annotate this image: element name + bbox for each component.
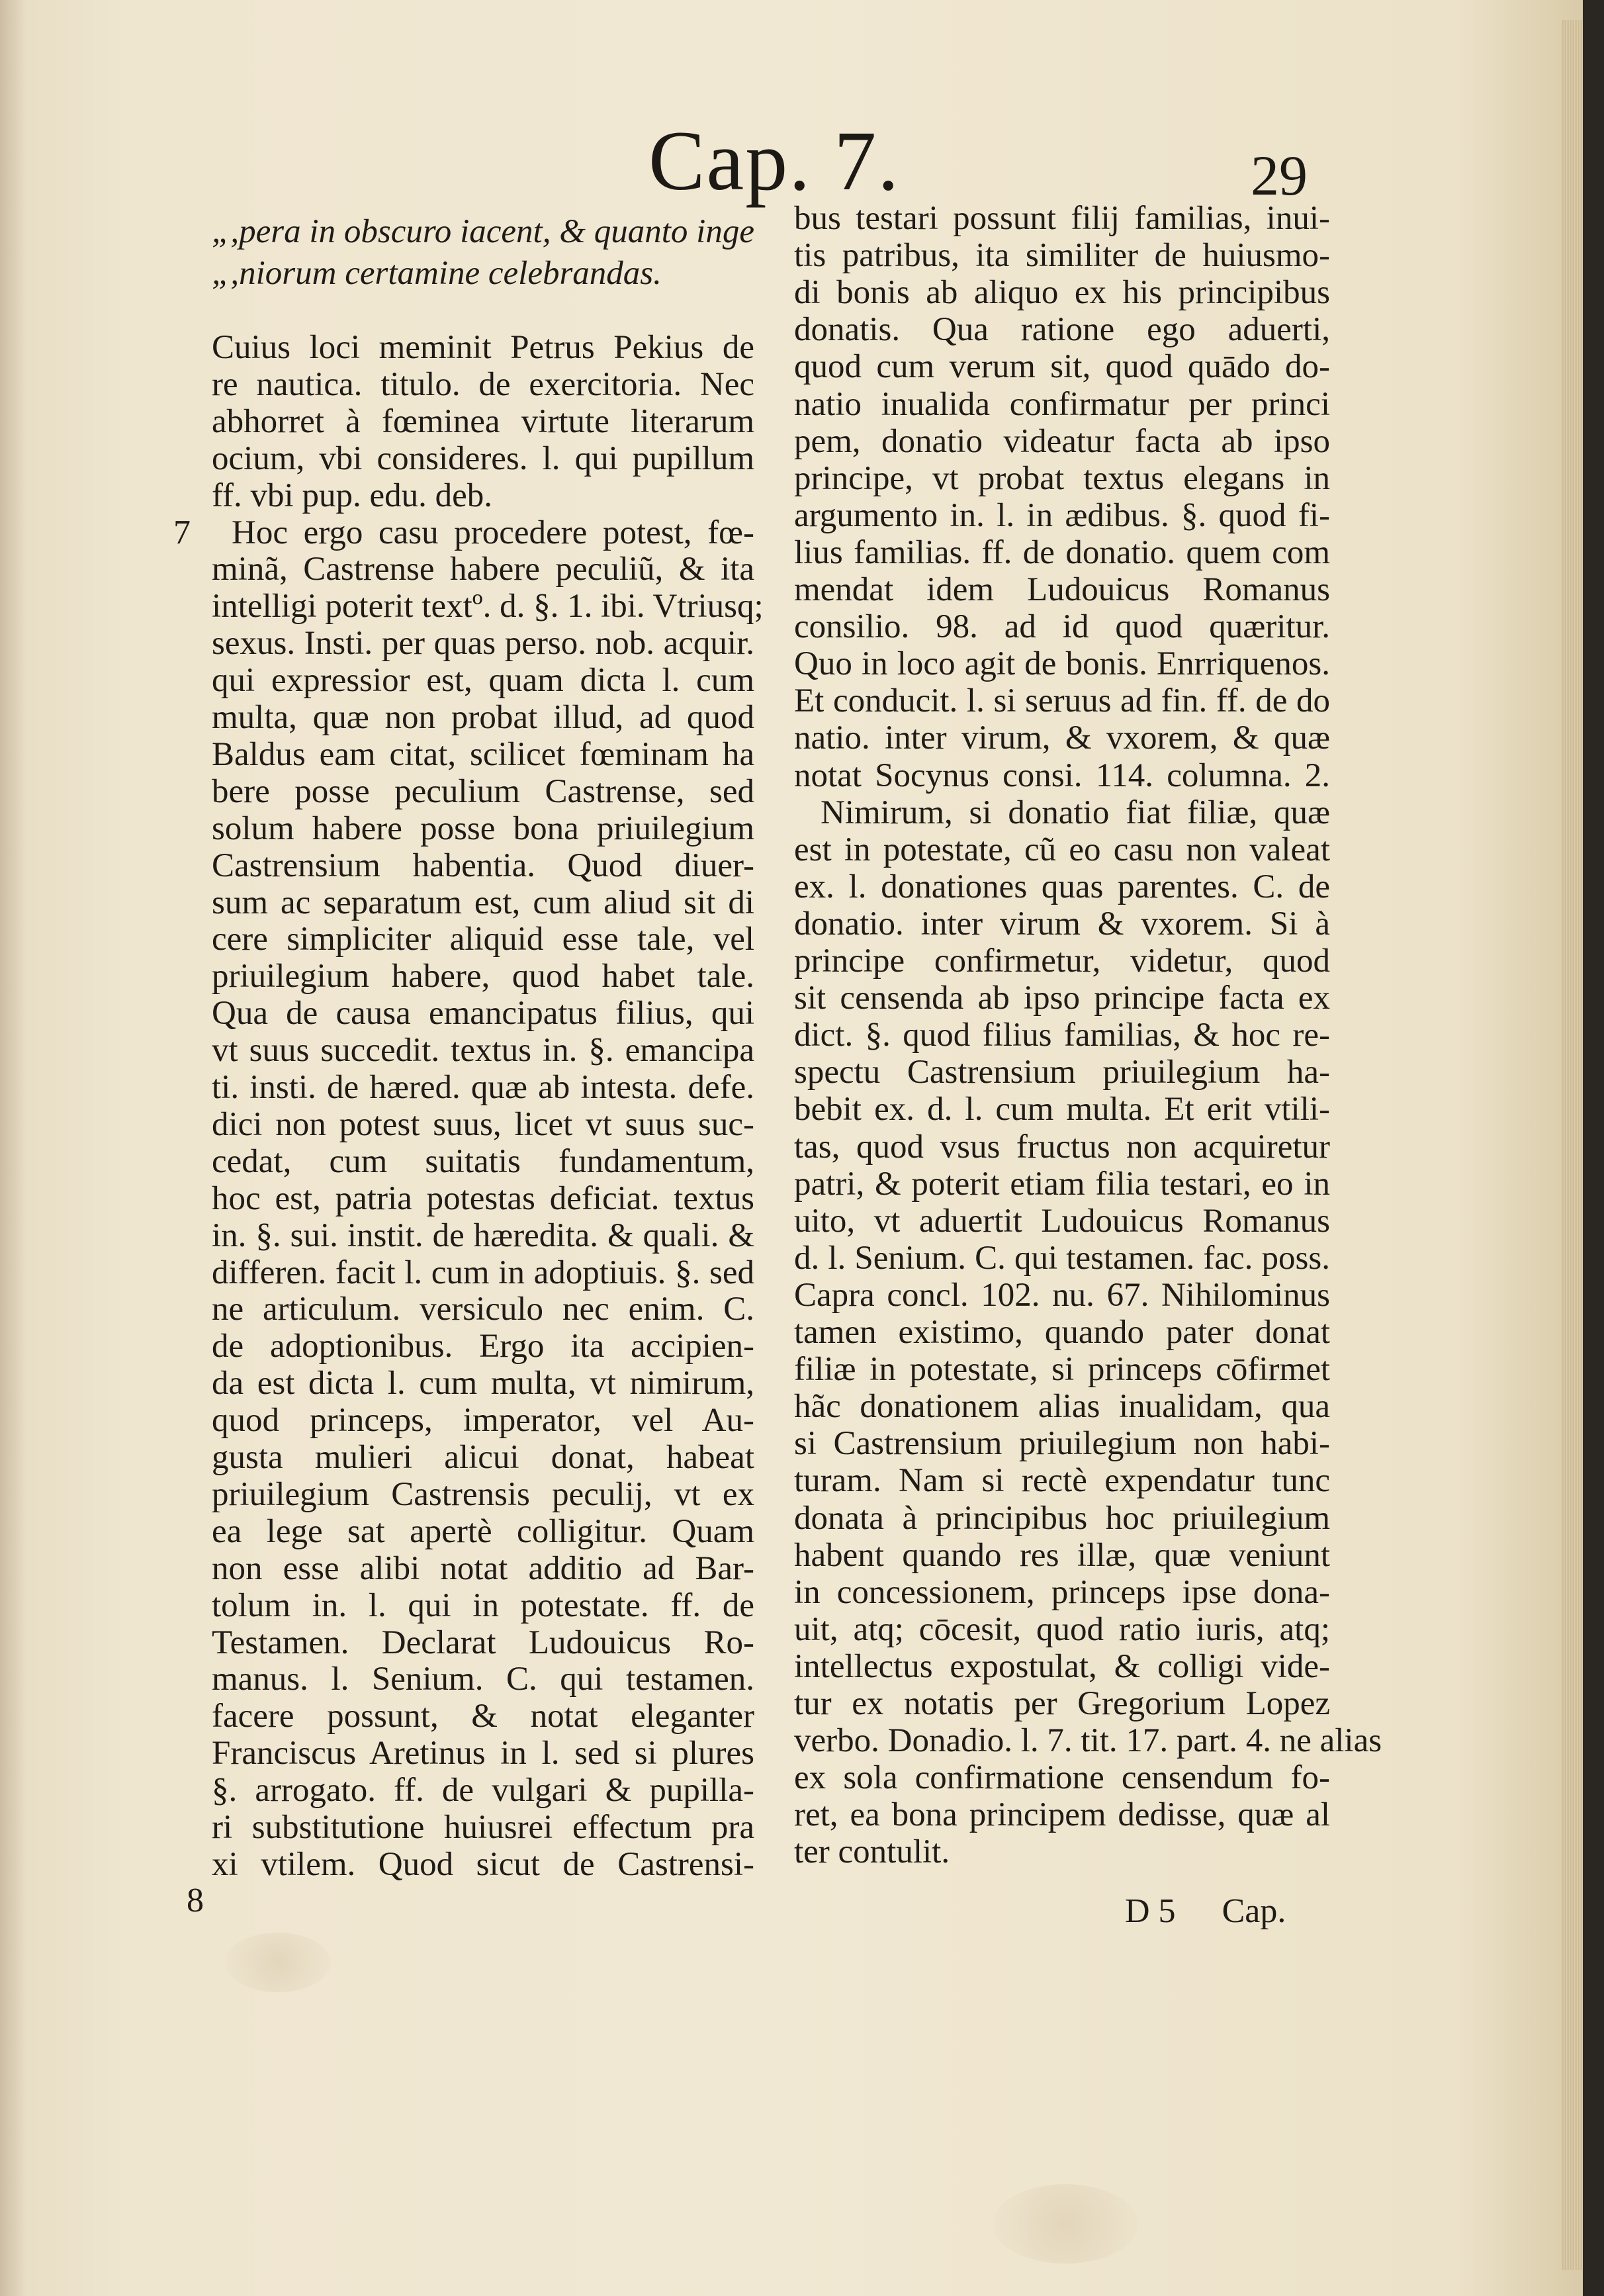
text-line: da est dicta l. cum multa, vt nimirum, xyxy=(212,1365,754,1402)
text-line: ter contulit. xyxy=(794,1833,950,1871)
text-line: Quo in loco agit de bonis. Enrriquenos. xyxy=(794,645,1330,683)
text-line: tis patribus, ita similiter de huiusmo- xyxy=(794,237,1330,275)
text-line: principe confirmetur, videtur, quod xyxy=(794,942,1330,980)
footer-line xyxy=(1125,1892,1332,1931)
text-line: in. §. sui. instit. de hæredita. & quali. & xyxy=(212,1217,754,1254)
text-line: xi vtilem. Quod sicut de Castrensi- xyxy=(212,1845,754,1883)
text-line: hoc est, patria potestas deficiat. textus xyxy=(212,1179,754,1217)
text-line: ret, ea bona principem dedisse, quæ al xyxy=(794,1796,1330,1834)
text-line: Hoc ergo casu procedere potest, fœ- xyxy=(232,514,754,551)
text-line: ti. insti. de hæred. quæ ab intesta. defe. xyxy=(212,1069,754,1106)
text-line: quod cum verum sit, quod quādo do- xyxy=(794,348,1330,386)
text-line: „,pera in obscuro iacent, & quanto inge xyxy=(212,213,754,250)
text-line: tamen existimo, quando pater donat xyxy=(794,1314,1330,1351)
page-edges xyxy=(1562,20,1583,2270)
text-line: bere posse peculium Castrense, sed xyxy=(212,772,754,810)
text-line: manus. l. Senium. C. qui testamen. xyxy=(212,1661,754,1698)
margin-number: 7 xyxy=(173,514,191,551)
text-line: §. arrogato. ff. de vulgari & pupilla- xyxy=(212,1772,754,1810)
text-line: pem, donatio videatur facta ab ipso xyxy=(794,422,1330,460)
text-line: ff. vbi pup. edu. deb. xyxy=(212,477,492,514)
text-line: habent quando res illæ, quæ veniunt xyxy=(794,1536,1330,1574)
text-line: spectu Castrensium priuilegium ha- xyxy=(794,1054,1330,1091)
text-line: differen. facit l. cum in adoptiuis. §. sed xyxy=(212,1254,754,1291)
text-line: cedat, cum suitatis fundamentum, xyxy=(212,1142,754,1180)
text-line: dici non potest suus, licet vt suus suc- xyxy=(212,1105,754,1143)
text-line: patri, & poterit etiam filia testari, eo in xyxy=(794,1165,1330,1203)
text-line: Et conducit. l. si seruus ad fin. ff. de do xyxy=(794,682,1330,720)
text-line: intelligi poterit textº. d. §. 1. ibi. Vtriusq; xyxy=(212,588,764,625)
text-line: hãc donationem alias inualidam, qua xyxy=(794,1388,1330,1426)
text-line: di bonis ab aliquo ex his principibus xyxy=(794,274,1330,312)
text-line: tolum in. l. qui in potestate. ff. de xyxy=(212,1586,754,1624)
text-line: tas, quod vsus fructus non acquiretur xyxy=(794,1128,1330,1166)
text-line: notat Socynus consi. 114. columna. 2. xyxy=(794,757,1330,794)
text-line: priuilegium habere, quod habet tale. xyxy=(212,958,754,995)
text-line: uit, atq; cōcesit, quod ratio iuris, atq; xyxy=(794,1610,1330,1648)
text-line: Cuius loci meminit Petrus Pekius de xyxy=(212,329,754,366)
text-line: filiæ in potestate, si princeps cōfirmet xyxy=(794,1351,1330,1389)
margin-number: 8 xyxy=(187,1882,204,1919)
text-line: de adoptionibus. Ergo ita accipien- xyxy=(212,1328,754,1365)
binding-shadow xyxy=(0,0,26,2296)
text-line: cere simpliciter aliquid esse tale, vel xyxy=(212,921,754,958)
text-line: bebit ex. d. l. cum multa. Et erit vtili- xyxy=(794,1091,1330,1128)
text-line: Qua de causa emancipatus filius, qui xyxy=(212,995,754,1033)
text-line: qui expressior est, quam dicta l. cum xyxy=(212,662,754,700)
running-head: Cap. 7. xyxy=(648,114,901,208)
text-line: si Castrensium priuilegium non habi- xyxy=(794,1425,1330,1463)
text-line: bus testari possunt filij familias, inui- xyxy=(794,200,1330,237)
text-line: Castrensium habentia. Quod diuer- xyxy=(212,847,754,884)
text-line: Baldus eam citat, scilicet fœminam ha xyxy=(212,735,754,773)
text-line: donata à principibus hoc priuilegium xyxy=(794,1499,1330,1537)
text-line: multa, quæ non probat illud, ad quod xyxy=(212,699,754,736)
signature-mark: D 5 xyxy=(1125,1892,1176,1930)
text-line: tur ex notatis per Gregorium Lopez xyxy=(794,1685,1330,1722)
text-line: est in potestate, cũ eo casu non valeat xyxy=(794,831,1330,868)
text-line: ex. l. donationes quas parentes. C. de xyxy=(794,868,1330,905)
text-line: donatis. Qua ratione ego aduerti, xyxy=(794,311,1330,349)
text-line: priuilegium Castrensis peculij, vt ex xyxy=(212,1475,754,1513)
paper-stain xyxy=(225,1933,331,1992)
text-line: intellectus expostulat, & colligi vide- xyxy=(794,1647,1330,1685)
text-line: natio inualida confirmatur per princi xyxy=(794,385,1330,423)
text-line: sit censenda ab ipso principe facta ex xyxy=(794,980,1330,1017)
text-line: natio. inter virum, & vxorem, & quæ xyxy=(794,719,1330,757)
text-line: ea lege sat apertè colligitur. Quam xyxy=(212,1512,754,1550)
text-line: Franciscus Aretinus in l. sed si plures xyxy=(212,1735,754,1772)
page-number: 29 xyxy=(1251,144,1308,207)
text-line: ri substitutione huiusrei effectum pra xyxy=(212,1809,754,1846)
text-line: argumento in. l. in ædibus. §. quod fi- xyxy=(794,496,1330,534)
text-line: ex sola confirmatione censendum fo- xyxy=(794,1759,1330,1797)
text-line: sum ac separatum est, cum aliud sit di xyxy=(212,884,754,921)
text-line: gusta mulieri alicui donat, habeat xyxy=(212,1439,754,1476)
catchword: Cap. xyxy=(1222,1892,1286,1930)
text-line: d. l. Senium. C. qui testamen. fac. poss. xyxy=(794,1239,1330,1277)
text-line: Nimirum, si donatio fiat filiæ, quæ xyxy=(821,794,1330,831)
text-line: Testamen. Declarat Ludouicus Ro- xyxy=(212,1624,754,1661)
text-line: donatio. inter virum & vxorem. Si à xyxy=(794,905,1330,942)
text-line: dict. §. quod filius familias, & hoc re- xyxy=(794,1017,1330,1054)
text-line: mendat idem Ludouicus Romanus xyxy=(794,571,1330,608)
text-line: verbo. Donadio. l. 7. tit. 17. part. 4. ne alias xyxy=(794,1722,1382,1760)
text-line: minã, Castrense habere peculiũ, & ita xyxy=(212,551,754,588)
text-line: Capra concl. 102. nu. 67. Nihilominus xyxy=(794,1276,1330,1314)
text-line: abhorret à fœminea virtute literarum xyxy=(212,402,754,440)
text-line: re nautica. titulo. de exercitoria. Nec xyxy=(212,365,754,403)
text-line: lius familias. ff. de donatio. quem com xyxy=(794,533,1330,571)
text-line: principe, vt probat textus elegans in xyxy=(794,459,1330,497)
text-line: turam. Nam si rectè expendatur tunc xyxy=(794,1462,1330,1500)
text-line: in concessionem, princeps ipse dona- xyxy=(794,1573,1330,1611)
text-line: non esse alibi notat additio ad Bar- xyxy=(212,1549,754,1587)
text-line: vt suus succedit. textus in. §. emancipa xyxy=(212,1032,754,1070)
text-line: sexus. Insti. per quas perso. nob. acquir. xyxy=(212,625,754,663)
text-line: uito, vt aduertit Ludouicus Romanus xyxy=(794,1202,1330,1240)
text-line: quod princeps, imperator, vel Au- xyxy=(212,1402,754,1440)
text-line: „,niorum certamine celebrandas. xyxy=(212,255,662,292)
text-line: solum habere posse bona priuilegium xyxy=(212,809,754,847)
text-line: ocium, vbi consideres. l. qui pupillum xyxy=(212,439,754,477)
text-line: consilio. 98. ad id quod quæritur. xyxy=(794,608,1330,646)
paper-stain xyxy=(993,2184,1138,2264)
text-line: facere possunt, & notat eleganter xyxy=(212,1698,754,1735)
text-line: ne articulum. versiculo nec enim. C. xyxy=(212,1291,754,1328)
